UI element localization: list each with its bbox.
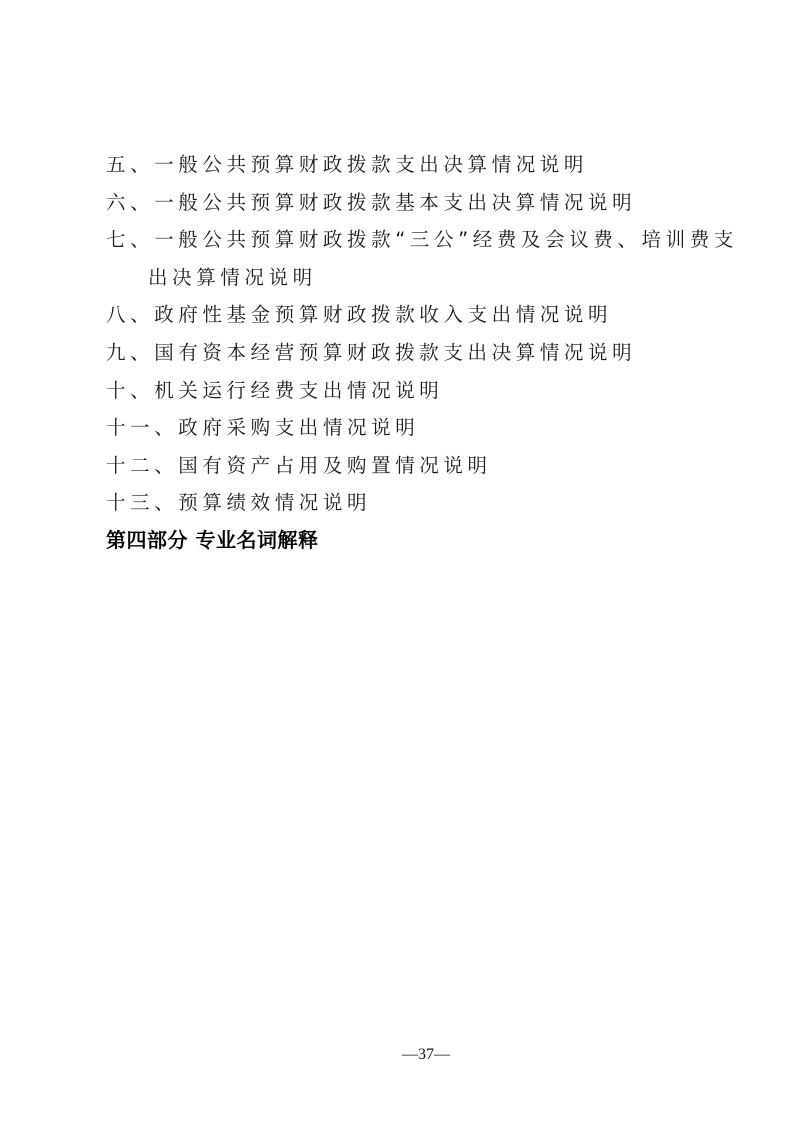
section-heading: 第四部分 专业名词解释: [106, 527, 319, 552]
toc-item-5: [106, 146, 706, 184]
toc-item-text: 五、一般公共预算财政拨款支出决算情况说明: [106, 153, 589, 176]
toc-item-text: 十、机关运行经费支出情况说明: [106, 378, 444, 402]
toc-item-8: [106, 296, 706, 334]
toc-item-6: [106, 184, 706, 222]
table-of-contents: [106, 146, 738, 560]
toc-item-text: 九、国有资本经营预算财政拨款支出决算情况说明: [106, 340, 637, 364]
toc-item-7: [106, 221, 738, 296]
toc-item-text: 十三、预算绩效情况说明: [106, 491, 372, 515]
page-number: —37—: [402, 1046, 450, 1063]
toc-item-11: [106, 409, 706, 447]
toc-item-text: 十一、政府采购支出情况说明: [106, 416, 420, 440]
toc-item-continuation: 出决算情况说明: [148, 265, 317, 289]
toc-item-text: 八、政府性基金预算财政拨款收入支出情况说明: [106, 303, 613, 327]
toc-item-text: 十二、国有资产占用及购置情况说明: [106, 453, 492, 477]
toc-item-text: 六、一般公共预算财政拨款基本支出决算情况说明: [106, 190, 637, 214]
toc-item-9: [106, 334, 706, 372]
toc-item-12: [106, 447, 706, 485]
toc-item-10: [106, 372, 706, 410]
toc-item-13: [106, 484, 706, 522]
toc-item-text: 七、一般公共预算财政拨款“三公”经费及会议费、培训费支: [106, 228, 738, 252]
